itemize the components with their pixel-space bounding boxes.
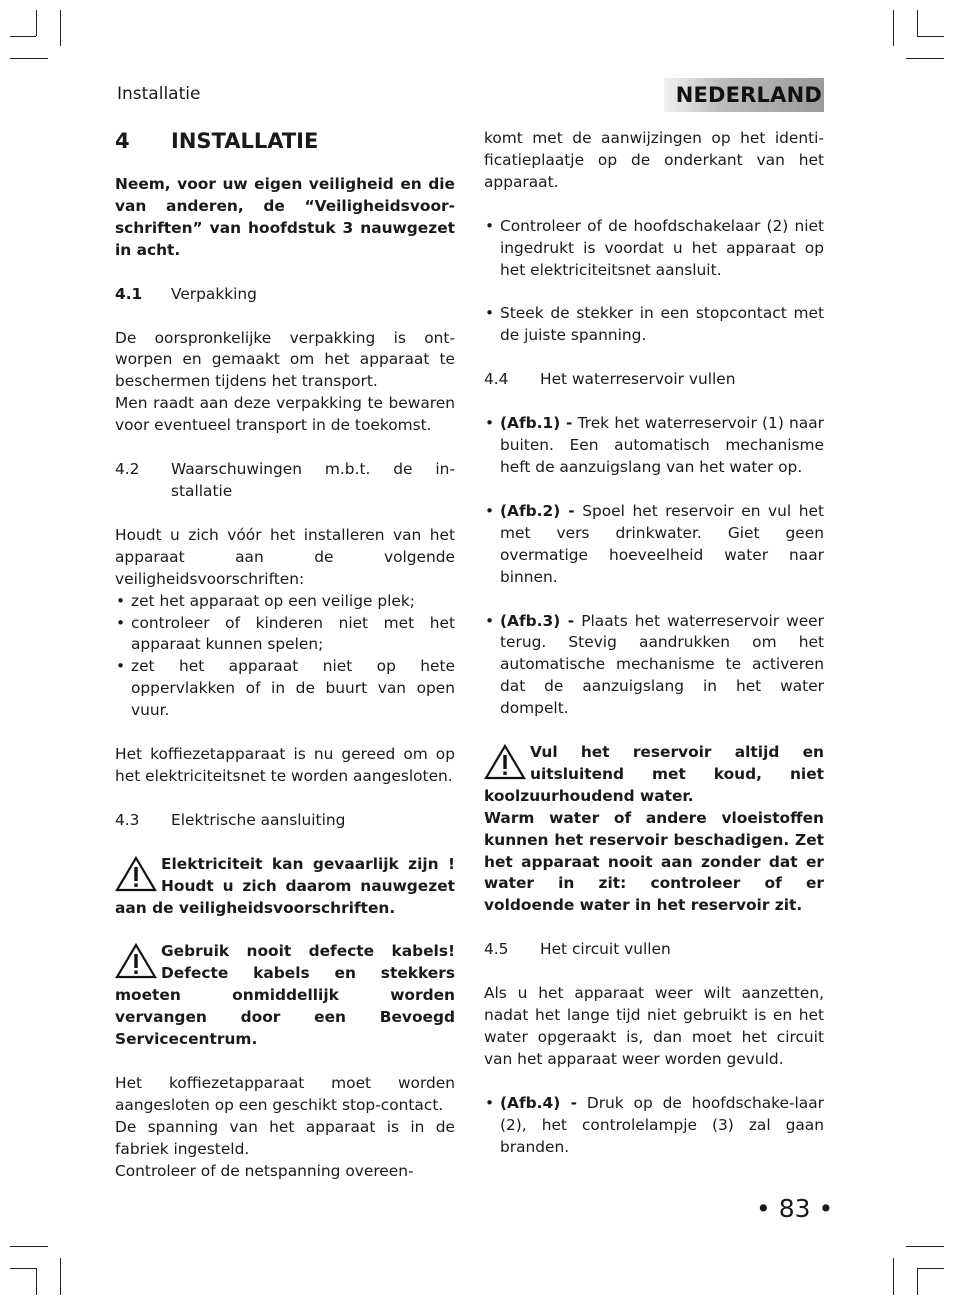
list-item: • zet het apparaat niet op hete oppervlakken of in de buurt van open vuur. (115, 656, 455, 722)
language-tab: NEDERLAND (664, 78, 824, 112)
intro-paragraph: Neem, voor uw eigen veiligheid en die van anderen, de “Veiligheidsvoor-schriften” van hoofdstuk 3 nauwgezet in acht. (115, 175, 455, 259)
warning-text: Gebruik nooit defecte kabels! Defecte kabels en stekkers moeten onmiddellijk worden vervangen door een Bevoegd Servicecentrum. (115, 942, 455, 1049)
bullet-list (484, 303, 824, 347)
figure-ref: (Afb.2) - (500, 501, 575, 520)
paragraph: Men raadt aan deze verpakking te bewaren voor eventueel transport in de toekomst. (115, 394, 455, 435)
step-text: Spoel het reservoir en vul het met vers drinkwater. Giet geen overmatige hoeveelheid water naar binnen. (500, 501, 824, 586)
paragraph: De oorspronkelijke verpakking is ont-worpen en gemaakt om het apparaat te beschermen tijdens het transport. (115, 328, 455, 391)
paragraph: Controleer of de netspanning overeen- (115, 1161, 414, 1180)
crop-mark (893, 1258, 894, 1295)
bullet-list (484, 216, 824, 282)
list-item: • controleer of kinderen niet met het apparaat kunnen spelen; (115, 613, 455, 657)
section-title: Waarschuwingen m.b.t. de in-stallatie (171, 460, 455, 500)
list-item: • Controleer of de hoofdschakelaar (2) niet ingedrukt is voordat u het apparaat op het elektriciteitsnet aansluit. (484, 216, 824, 282)
crop-mark (36, 10, 37, 36)
step-item (484, 501, 824, 589)
crop-mark (60, 10, 61, 46)
chapter-number: 4 (115, 129, 130, 153)
section-title: Verpakking (171, 284, 257, 303)
section-number: 4.4 (484, 370, 509, 389)
crop-mark (917, 1268, 918, 1295)
crop-mark (60, 1258, 61, 1295)
figure-ref: (Afb.3) - (500, 611, 575, 630)
section-heading-4-2 (115, 459, 455, 503)
warning-continuation: Warm water of andere vloeistoffen kunnen het reservoir beschadigen. Zet het apparaat nooit aan zonder dat er water in zit: controleer of er voldoende water in het reservoir zit. (484, 808, 824, 915)
step-item (484, 413, 824, 479)
step-list (484, 1093, 824, 1159)
list-item: • zet het apparaat op een veilige plek; (115, 591, 455, 613)
chapter-title: INSTALLATIE (171, 129, 319, 153)
warning-text: Vul het reservoir altijd en uitsluitend met koud, niet koolzuurhoudend water. (484, 743, 824, 805)
running-header: Installatie (117, 84, 201, 104)
crop-mark (917, 36, 944, 37)
figure-ref: (Afb.1) - (500, 414, 573, 433)
section-heading-4-1 (115, 284, 455, 306)
paragraph: Als u het apparaat weer wilt aanzetten, nadat het lange tijd niet gebruikt is en het water opgeraakt is, dan moet het circuit van het apparaat weer worden gevuld. (484, 984, 824, 1068)
section-number: 4.2 (115, 460, 140, 479)
figure-ref: (Afb.4) - (500, 1093, 577, 1112)
section-number: 4.5 (484, 940, 509, 959)
crop-mark (10, 36, 36, 37)
crop-mark (36, 1268, 37, 1295)
warning-triangle-icon (115, 856, 157, 892)
warning-triangle-icon (484, 744, 526, 780)
paragraph: Houdt u zich vóór het installeren van het apparaat aan de volgende veiligheidsvoorschriften: (115, 525, 455, 588)
warning-block (484, 742, 824, 808)
warning-block (115, 941, 455, 1051)
section-title: Elektrische aansluiting (171, 810, 346, 829)
crop-mark (917, 10, 918, 36)
warning-text: Elektriciteit kan gevaarlijk zijn ! Houdt u zich daarom nauwgezet aan de veiligheidsvoorschriften. (115, 854, 455, 917)
section-title: Het waterreservoir vullen (540, 370, 736, 389)
step-text: Plaats het waterreservoir weer terug. Stevig aandrukken om het automatische mechanisme te activeren dat de aanzuigslang in het water dompelt. (500, 611, 824, 718)
crop-mark (10, 58, 48, 59)
left-column (115, 128, 455, 1183)
crop-mark (10, 1268, 36, 1269)
paragraph: De spanning van het apparaat is in de fabriek ingesteld. (115, 1117, 455, 1158)
step-list (484, 413, 824, 479)
paragraph: Het koffiezetapparaat moet worden aangesloten op een geschikt stop-contact. (115, 1074, 455, 1114)
step-text: Trek het waterreservoir (1) naar buiten. Een automatisch mechanisme heft de aanzuigslang van het water op. (500, 414, 824, 476)
step-item (484, 611, 824, 721)
warning-triangle-icon (115, 943, 157, 979)
warning-block (115, 854, 455, 920)
page-number: • 83 • (756, 1194, 834, 1223)
right-column (484, 128, 824, 1181)
list-item: • Steek de stekker in een stopcontact met de juiste spanning. (484, 303, 824, 347)
crop-mark (893, 10, 894, 46)
bullet-list (115, 591, 455, 722)
section-heading-4-4 (484, 369, 824, 391)
step-list (484, 611, 824, 721)
chapter-heading (115, 128, 455, 154)
section-heading-4-3 (115, 810, 455, 832)
crop-mark (10, 1246, 48, 1247)
step-text: Druk op de hoofdschake-laar (2), het controlelampje (3) zal gaan branden. (500, 1093, 824, 1156)
section-heading-4-5 (484, 939, 824, 961)
crop-mark (906, 1246, 944, 1247)
crop-mark (906, 58, 944, 59)
section-number: 4.1 (115, 284, 143, 303)
crop-mark (917, 1268, 944, 1269)
step-item (484, 1093, 824, 1159)
paragraph: Het koffiezetapparaat is nu gereed om op het elektriciteitsnet te worden aangesloten. (115, 745, 455, 785)
section-number: 4.3 (115, 810, 140, 829)
step-list (484, 501, 824, 589)
section-title: Het circuit vullen (540, 940, 671, 959)
paragraph: komt met de aanwijzingen op het identi-ficatieplaatje op de onderkant van het apparaat. (484, 129, 824, 191)
